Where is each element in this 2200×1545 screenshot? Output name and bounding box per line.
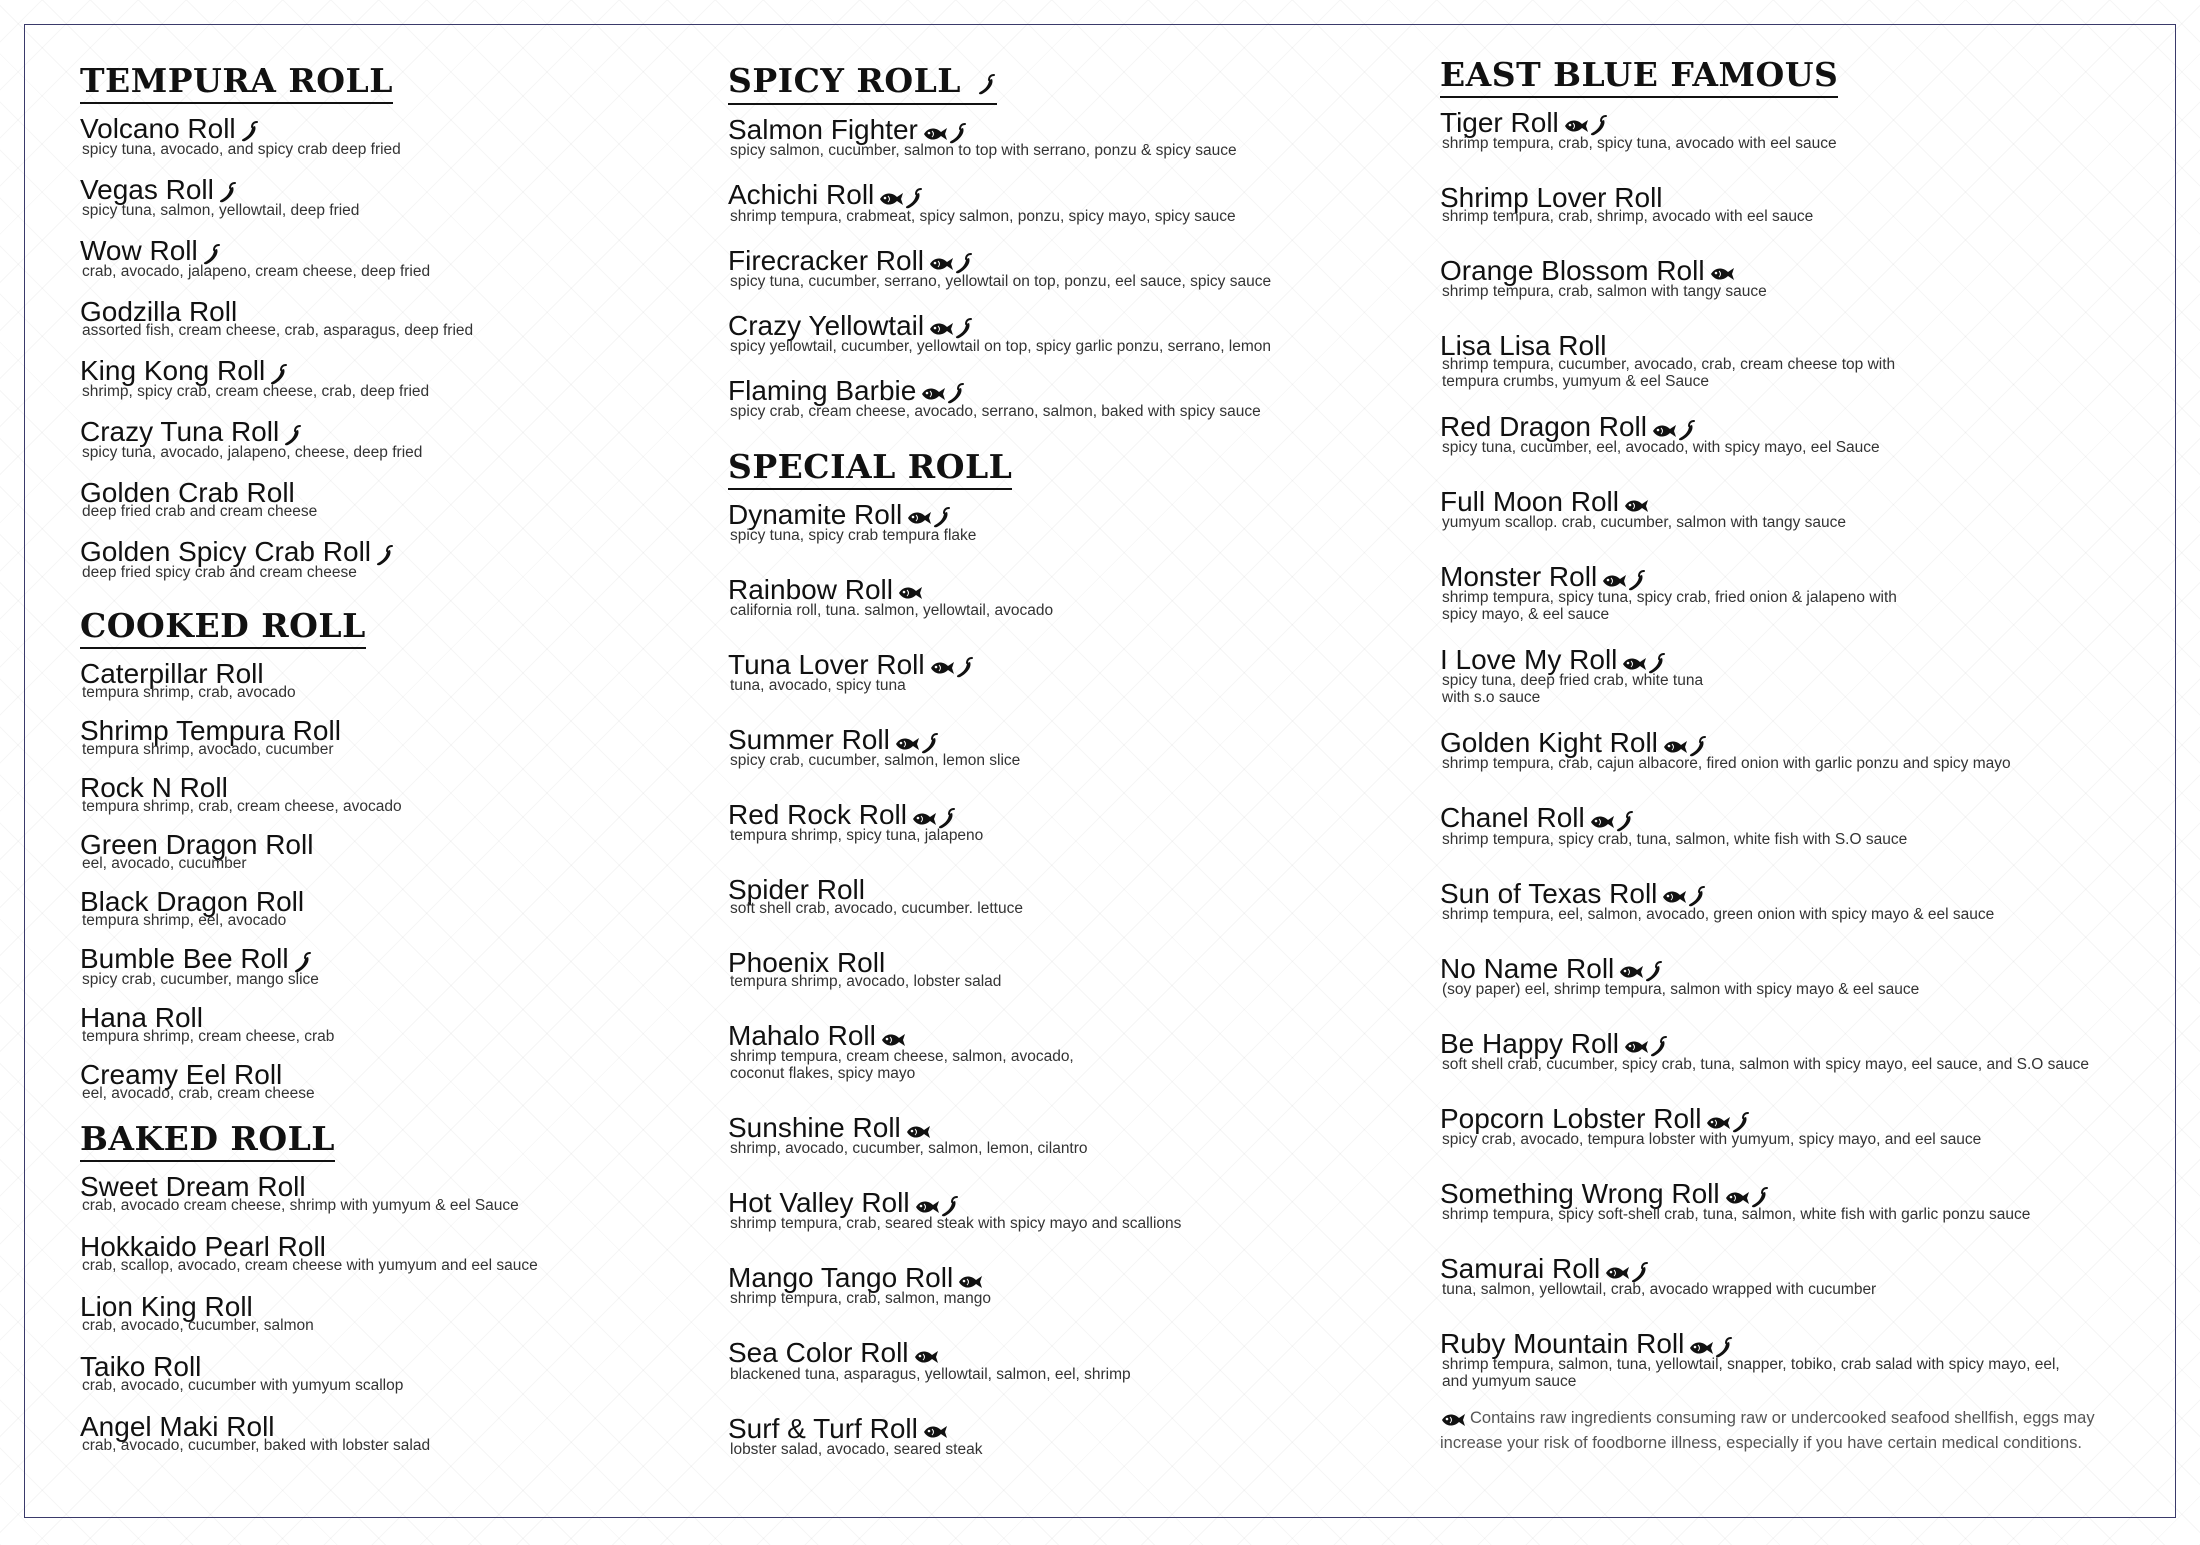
menu-column-left xyxy=(80,61,700,1472)
menu-item-rainbow-roll xyxy=(728,575,1388,619)
item-name: Bumble Bee Roll xyxy=(80,942,289,974)
footnote-line-2: increase your risk of foodborne illness, especially if you have certain medical conditions. xyxy=(1440,1433,2082,1452)
item-description-line-2: spicy mayo, & eel sauce xyxy=(1442,606,1610,624)
item-name: Sunshine Roll xyxy=(728,1112,901,1144)
fish-icon xyxy=(928,255,954,273)
menu-item-spider-roll xyxy=(728,875,1388,917)
item-name: Rock N Roll xyxy=(80,771,228,803)
item-description: shrimp tempura, cream cheese, salmon, avocado, xyxy=(730,1048,1074,1066)
item-description: eel, avocado, cucumber xyxy=(82,854,247,872)
menu-item-sweet-dream-roll xyxy=(80,1172,700,1214)
item-description: spicy tuna, salmon, yellowtail, deep fried xyxy=(82,201,360,219)
menu-item-king-kong-roll xyxy=(80,356,700,400)
pepper-icon xyxy=(375,545,395,567)
item-name: Something Wrong Roll xyxy=(1440,1177,1720,1209)
menu-item-volcano-roll xyxy=(80,114,700,158)
item-description: crab, avocado cream cheese, shrimp with yumyum & eel Sauce xyxy=(82,1196,519,1214)
menu-item-taiko-roll xyxy=(80,1352,700,1394)
item-description: spicy tuna, avocado, and spicy crab deep fried xyxy=(82,140,401,158)
item-list xyxy=(80,1172,700,1454)
section-heading: SPECIAL ROLL xyxy=(728,450,1012,490)
menu-item-orange-blossom-roll xyxy=(1440,256,2160,300)
menu-item-something-wrong-roll xyxy=(1440,1179,2160,1223)
heading-icons xyxy=(977,66,997,101)
section-heading: BAKED ROLL xyxy=(80,1122,335,1162)
item-name: Flaming Barbie xyxy=(728,374,917,406)
item-name: Tiger Roll xyxy=(1440,106,1559,138)
menu-item-golden-crab-roll xyxy=(80,478,700,520)
menu-item-monster-roll xyxy=(1440,562,2160,623)
fish-icon xyxy=(929,659,955,677)
fish-icon xyxy=(1661,888,1687,906)
menu-item-crazy-yellowtail xyxy=(728,311,1388,355)
fish-icon xyxy=(1688,1339,1714,1357)
item-description: spicy crab, cucumber, salmon, lemon slice xyxy=(730,751,1021,769)
item-name: Mahalo Roll xyxy=(728,1020,876,1052)
fish-icon xyxy=(1440,1411,1466,1429)
item-name: Golden Kight Roll xyxy=(1440,727,1658,759)
fish-icon xyxy=(897,584,923,602)
menu-item-shrimp-tempura-roll xyxy=(80,716,700,758)
menu-item-golden-kight-roll xyxy=(1440,728,2160,772)
item-name: Dynamite Roll xyxy=(728,498,903,530)
item-description: tuna, salmon, yellowtail, crab, avocado wrapped with cucumber xyxy=(1442,1281,1877,1299)
item-description: tempura shrimp, crab, avocado xyxy=(82,683,296,701)
item-description: spicy salmon, cucumber, salmon to top with serrano, ponzu & spicy sauce xyxy=(730,142,1237,160)
footnote-line-1: Contains raw ingredients consuming raw or undercooked seafood shellfish, eggs may xyxy=(1470,1409,2095,1428)
menu-item-vegas-roll xyxy=(80,175,700,219)
menu-item-sunshine-roll xyxy=(728,1113,1388,1157)
item-description: shrimp, spicy crab, cream cheese, crab, deep fried xyxy=(82,383,430,401)
item-description: spicy tuna, avocado, jalapeno, cheese, deep fried xyxy=(82,444,423,462)
item-list xyxy=(728,500,1388,1458)
item-description: shrimp tempura, crab, cajun albacore, fired onion with garlic ponzu and spicy mayo xyxy=(1442,755,2011,773)
fish-icon xyxy=(1709,265,1735,283)
section-baked-roll xyxy=(80,1119,700,1454)
fish-icon xyxy=(1618,963,1644,981)
fish-icon xyxy=(1662,738,1688,756)
menu-item-summer-roll xyxy=(728,725,1388,769)
menu-item-be-happy-roll xyxy=(1440,1029,2160,1073)
menu-column-middle xyxy=(728,61,1388,1489)
item-name: Shrimp Tempura Roll xyxy=(80,714,341,746)
section-heading: COOKED ROLL xyxy=(80,609,366,649)
fish-icon xyxy=(1623,497,1649,515)
item-description: shrimp tempura, spicy crab, tuna, salmon, white fish with S.O sauce xyxy=(1442,830,1908,848)
menu-item-flaming-barbie xyxy=(728,376,1388,420)
menu-item-dynamite-roll xyxy=(728,500,1388,544)
menu-item-lion-king-roll xyxy=(80,1292,700,1334)
item-name: Hokkaido Pearl Roll xyxy=(80,1230,326,1262)
item-name: Chanel Roll xyxy=(1440,802,1585,834)
item-description: eel, avocado, crab, cream cheese xyxy=(82,1085,315,1103)
fish-icon xyxy=(913,1348,939,1366)
fish-icon xyxy=(922,125,948,143)
item-description: assorted fish, cream cheese, crab, asparagus, deep fried xyxy=(82,321,474,339)
menu-item-i-love-my-roll xyxy=(1440,645,2160,706)
item-description: shrimp tempura, crab, seared steak with spicy mayo and scallions xyxy=(730,1215,1182,1233)
item-name: Tuna Lover Roll xyxy=(728,648,925,680)
item-description: spicy tuna, deep fried crab, white tuna xyxy=(1442,672,1704,690)
item-name: Crazy Yellowtail xyxy=(728,309,925,341)
item-name: Be Happy Roll xyxy=(1440,1027,1619,1059)
menu-item-godzilla-roll xyxy=(80,297,700,339)
item-name: Achichi Roll xyxy=(728,179,875,211)
menu-item-green-dragon-roll xyxy=(80,830,700,872)
fish-icon xyxy=(1589,813,1615,831)
menu-item-hokkaido-pearl-roll xyxy=(80,1232,700,1274)
item-description: shrimp tempura, crab, salmon, mango xyxy=(730,1290,992,1308)
item-description: spicy tuna, cucumber, serrano, yellowtail on top, ponzu, eel sauce, spicy sauce xyxy=(730,272,1272,290)
item-name: Hana Roll xyxy=(80,1002,203,1034)
item-name: Hot Valley Roll xyxy=(728,1187,910,1219)
menu-item-ruby-mountain-roll xyxy=(1440,1329,2160,1390)
fish-icon xyxy=(928,320,954,338)
item-icons xyxy=(375,539,395,568)
item-description: tempura shrimp, spicy tuna, jalapeno xyxy=(730,827,984,845)
item-name: Shrimp Lover Roll xyxy=(1440,181,1663,213)
item-name: Wow Roll xyxy=(80,234,198,266)
section-spicy-roll xyxy=(728,61,1388,420)
item-name: Full Moon Roll xyxy=(1440,485,1619,517)
fish-icon xyxy=(1621,655,1647,673)
item-description: shrimp tempura, eel, salmon, avocado, green onion with spicy mayo & eel sauce xyxy=(1442,905,1995,923)
item-description: tempura shrimp, avocado, lobster salad xyxy=(730,973,1002,991)
item-description-line-2: coconut flakes, spicy mayo xyxy=(730,1065,916,1083)
pepper-icon xyxy=(904,188,924,210)
fish-icon xyxy=(920,385,946,403)
item-description: spicy tuna, spicy crab tempura flake xyxy=(730,526,977,544)
menu-item-sun-of-texas-roll xyxy=(1440,879,2160,923)
item-description: crab, avocado, cucumber, baked with lobster salad xyxy=(82,1436,431,1454)
item-name: Surf & Turf Roll xyxy=(728,1412,918,1444)
menu-item-creamy-eel-roll xyxy=(80,1060,700,1102)
item-name: Red Rock Roll xyxy=(728,798,907,830)
item-description: tempura shrimp, cream cheese, crab xyxy=(82,1028,335,1046)
fish-icon xyxy=(878,190,904,208)
section-heading: TEMPURA ROLL xyxy=(80,64,393,104)
fish-icon xyxy=(911,810,937,828)
item-name: Caterpillar Roll xyxy=(80,657,264,689)
item-description: spicy crab, cream cheese, avocado, serrano, salmon, baked with spicy sauce xyxy=(730,402,1261,420)
menu-item-red-dragon-roll xyxy=(1440,412,2160,456)
menu-item-rock-n-roll xyxy=(80,773,700,815)
menu-item-achichi-roll xyxy=(728,180,1388,224)
menu-item-full-moon-roll xyxy=(1440,487,2160,531)
item-description-line-2: tempura crumbs, yumyum & eel Sauce xyxy=(1442,372,1710,390)
item-name: Black Dragon Roll xyxy=(80,885,305,917)
menu-item-samurai-roll xyxy=(1440,1254,2160,1298)
item-description: shrimp tempura, spicy tuna, spicy crab, fried onion & jalapeno with xyxy=(1442,589,1897,607)
item-name: Spider Roll xyxy=(728,874,865,906)
item-name: Phoenix Roll xyxy=(728,947,886,979)
menu-item-chanel-roll xyxy=(1440,803,2160,847)
item-name: Rainbow Roll xyxy=(728,573,893,605)
item-list xyxy=(728,115,1388,420)
item-name: Lisa Lisa Roll xyxy=(1440,329,1607,361)
item-name: No Name Roll xyxy=(1440,952,1615,984)
item-list xyxy=(1440,108,2160,1391)
fish-icon xyxy=(905,1123,931,1141)
item-description: shrimp tempura, salmon, tuna, yellowtail, snapper, tobiko, crab salad with spicy mayo, eel, xyxy=(1442,1356,2060,1374)
item-name: Taiko Roll xyxy=(80,1350,202,1382)
item-description: yumyum scallop. crab, cucumber, salmon with tangy sauce xyxy=(1442,514,1847,532)
pepper-icon xyxy=(977,74,997,96)
item-name: Mango Tango Roll xyxy=(728,1262,954,1294)
item-name: Popcorn Lobster Roll xyxy=(1440,1102,1702,1134)
item-name: I Love My Roll xyxy=(1440,644,1618,676)
item-name: Green Dragon Roll xyxy=(80,828,314,860)
menu-item-popcorn-lobster-roll xyxy=(1440,1104,2160,1148)
item-name: King Kong Roll xyxy=(80,354,266,386)
item-description: blackened tuna, asparagus, yellowtail, salmon, eel, shrimp xyxy=(730,1365,1131,1383)
item-name: Golden Crab Roll xyxy=(80,477,295,509)
item-name: Sea Color Roll xyxy=(728,1337,909,1369)
item-description: shrimp tempura, crabmeat, spicy salmon, ponzu, spicy mayo, spicy sauce xyxy=(730,207,1236,225)
menu-item-bumble-bee-roll xyxy=(80,944,700,988)
menu-item-surf-turf-roll xyxy=(728,1414,1388,1458)
fish-icon xyxy=(1563,117,1589,135)
item-description-line-2: with s.o sauce xyxy=(1442,689,1541,707)
section-tempura-roll xyxy=(80,61,700,582)
menu-item-tuna-lover-roll xyxy=(728,650,1388,694)
fish-icon xyxy=(1604,1264,1630,1282)
item-description: crab, avocado, jalapeno, cream cheese, deep fried xyxy=(82,262,431,280)
menu-item-lisa-lisa-roll xyxy=(1440,331,2160,390)
menu-item-wow-roll xyxy=(80,236,700,280)
raw-food-footnote xyxy=(1440,1406,2160,1455)
item-description: soft shell crab, avocado, cucumber. lettuce xyxy=(730,900,1023,918)
item-name: Samurai Roll xyxy=(1440,1253,1601,1285)
menu-item-sea-color-roll xyxy=(728,1338,1388,1382)
item-description-line-2: and yumyum sauce xyxy=(1442,1373,1577,1391)
item-description: spicy tuna, cucumber, eel, avocado, with spicy mayo, eel Sauce xyxy=(1442,438,1880,456)
item-name: Firecracker Roll xyxy=(728,244,925,276)
item-description: tempura shrimp, eel, avocado xyxy=(82,911,287,929)
item-name: Red Dragon Roll xyxy=(1440,410,1647,442)
item-name: Volcano Roll xyxy=(80,112,236,144)
fish-icon xyxy=(1705,1114,1731,1132)
section-special-roll xyxy=(728,446,1388,1458)
item-description: tempura shrimp, crab, cream cheese, avocado xyxy=(82,797,402,815)
menu-item-red-rock-roll xyxy=(728,800,1388,844)
menu-item-black-dragon-roll xyxy=(80,887,700,929)
item-name: Angel Maki Roll xyxy=(80,1410,275,1442)
item-description: shrimp tempura, crab, shrimp, avocado with eel sauce xyxy=(1442,207,1814,225)
menu-item-tiger-roll xyxy=(1440,108,2160,152)
item-name: Golden Spicy Crab Roll xyxy=(80,536,372,568)
section-east-blue-famous xyxy=(1440,55,2160,1391)
item-description: tuna, avocado, spicy tuna xyxy=(730,676,906,694)
item-description: crab, avocado, cucumber with yumyum scallop xyxy=(82,1376,404,1394)
menu-item-golden-spicy-crab-roll xyxy=(80,537,700,581)
item-list xyxy=(80,114,700,582)
menu-item-hot-valley-roll xyxy=(728,1188,1388,1232)
item-name: Orange Blossom Roll xyxy=(1440,254,1705,286)
fish-icon xyxy=(1724,1189,1750,1207)
menu-item-mahalo-roll xyxy=(728,1021,1388,1082)
item-name: Crazy Tuna Roll xyxy=(80,416,280,448)
item-description: tempura shrimp, avocado, cucumber xyxy=(82,740,334,758)
menu-item-firecracker-roll xyxy=(728,246,1388,290)
menu-item-phoenix-roll xyxy=(728,948,1388,990)
pepper-icon xyxy=(955,657,975,679)
menu-column-right xyxy=(1440,55,2160,1455)
section-heading xyxy=(728,61,997,105)
item-description: crab, avocado, cucumber, salmon xyxy=(82,1316,314,1334)
item-description: shrimp tempura, crab, spicy tuna, avocado with eel sauce xyxy=(1442,134,1837,152)
section-heading: EAST BLUE FAMOUS xyxy=(1440,58,1838,98)
item-description: deep fried spicy crab and cream cheese xyxy=(82,564,357,582)
menu-item-no-name-roll xyxy=(1440,954,2160,998)
item-description: crab, scallop, avocado, cream cheese with yumyum and eel sauce xyxy=(82,1256,538,1274)
item-name: Summer Roll xyxy=(728,723,890,755)
fish-icon xyxy=(906,509,932,527)
item-description: (soy paper) eel, shrimp tempura, salmon with spicy mayo & eel sauce xyxy=(1442,980,1920,998)
menu-item-shrimp-lover-roll xyxy=(1440,183,2160,225)
item-description: spicy crab, avocado, tempura lobster with yumyum, spicy mayo, and eel sauce xyxy=(1442,1130,1982,1148)
menu-item-crazy-tuna-roll xyxy=(80,417,700,461)
fish-icon xyxy=(894,735,920,753)
item-name: Creamy Eel Roll xyxy=(80,1059,283,1091)
pepper-icon xyxy=(1687,886,1707,908)
fish-icon xyxy=(1623,1038,1649,1056)
fish-icon xyxy=(1651,422,1677,440)
section-heading-text: SPICY ROLL xyxy=(728,61,961,100)
item-description: shrimp, avocado, cucumber, salmon, lemon, cilantro xyxy=(730,1140,1088,1158)
pepper-icon xyxy=(954,253,974,275)
item-description: shrimp tempura, cucumber, avocado, crab, cream cheese top with xyxy=(1442,355,1896,373)
item-name: Sun of Texas Roll xyxy=(1440,877,1658,909)
section-cooked-roll xyxy=(80,606,700,1103)
menu-item-mango-tango-roll xyxy=(728,1263,1388,1307)
menu-item-hana-roll xyxy=(80,1003,700,1045)
item-description: lobster salad, avocado, seared steak xyxy=(730,1440,983,1458)
item-name: Salmon Fighter xyxy=(728,114,918,146)
item-description: california roll, tuna. salmon, yellowtail, avocado xyxy=(730,601,1054,619)
pepper-icon xyxy=(932,507,952,529)
item-name: Sweet Dream Roll xyxy=(80,1170,306,1202)
menu-item-caterpillar-roll xyxy=(80,659,700,701)
item-name: Ruby Mountain Roll xyxy=(1440,1328,1685,1360)
item-description: soft shell crab, cucumber, spicy crab, tuna, salmon with spicy mayo, eel sauce, and S.O sauce xyxy=(1442,1055,2089,1073)
item-icons xyxy=(929,652,975,681)
item-description: shrimp tempura, spicy soft-shell crab, tuna, salmon, white fish with garlic ponzu sauce xyxy=(1442,1206,2031,1224)
menu-item-salmon-fighter xyxy=(728,115,1388,159)
menu-item-angel-maki-roll xyxy=(80,1412,700,1454)
fish-icon xyxy=(922,1423,948,1441)
fish-icon xyxy=(1601,572,1627,590)
fish-icon xyxy=(914,1198,940,1216)
item-description: spicy crab, cucumber, mango slice xyxy=(82,971,319,989)
item-name: Monster Roll xyxy=(1440,561,1598,593)
item-description: shrimp tempura, crab, salmon with tangy sauce xyxy=(1442,282,1767,300)
pepper-icon xyxy=(1615,811,1635,833)
fish-icon xyxy=(957,1273,983,1291)
item-description: spicy yellowtail, cucumber, yellowtail on top, spicy garlic ponzu, serrano, lemon xyxy=(730,337,1272,355)
fish-icon xyxy=(880,1031,906,1049)
item-name: Vegas Roll xyxy=(80,173,214,205)
footnote-icon xyxy=(1440,1407,1466,1431)
item-name: Lion King Roll xyxy=(80,1290,253,1322)
item-description: deep fried crab and cream cheese xyxy=(82,503,318,521)
item-name: Godzilla Roll xyxy=(80,295,238,327)
item-list xyxy=(80,659,700,1102)
